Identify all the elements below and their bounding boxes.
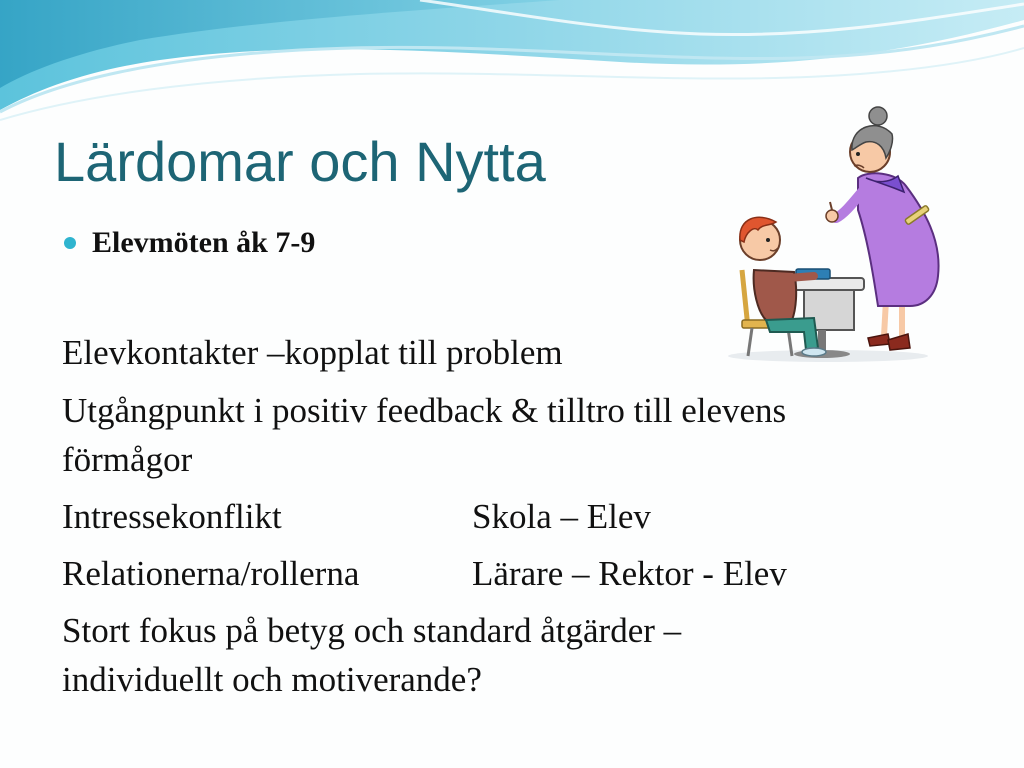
teacher-student-clipart-icon — [718, 100, 950, 365]
bullet-text: Elevmöten åk 7-9 — [92, 226, 316, 259]
body-line-4-left: Relationerna/rollerna — [62, 554, 360, 593]
body-line-5b: individuellt och motiverande? — [62, 660, 482, 699]
body-line-3-left: Intressekonflikt — [62, 497, 282, 536]
body-line-5a: Stort fokus på betyg och standard åtgärder – — [62, 611, 682, 650]
body-line-2b: förmågor — [62, 440, 193, 479]
slide-title: Lärdomar och Nytta — [54, 130, 546, 193]
body-line-2a: Utgångpunkt i positiv feedback & tilltro till elevens — [62, 391, 787, 430]
body-line-4-right: Lärare – Rektor - Elev — [472, 554, 787, 593]
body-line-1: Elevkontakter –kopplat till problem — [62, 333, 563, 372]
body-line-3-right: Skola – Elev — [472, 497, 651, 536]
bullet-item — [64, 226, 315, 260]
bullet-dot-icon — [64, 237, 76, 249]
